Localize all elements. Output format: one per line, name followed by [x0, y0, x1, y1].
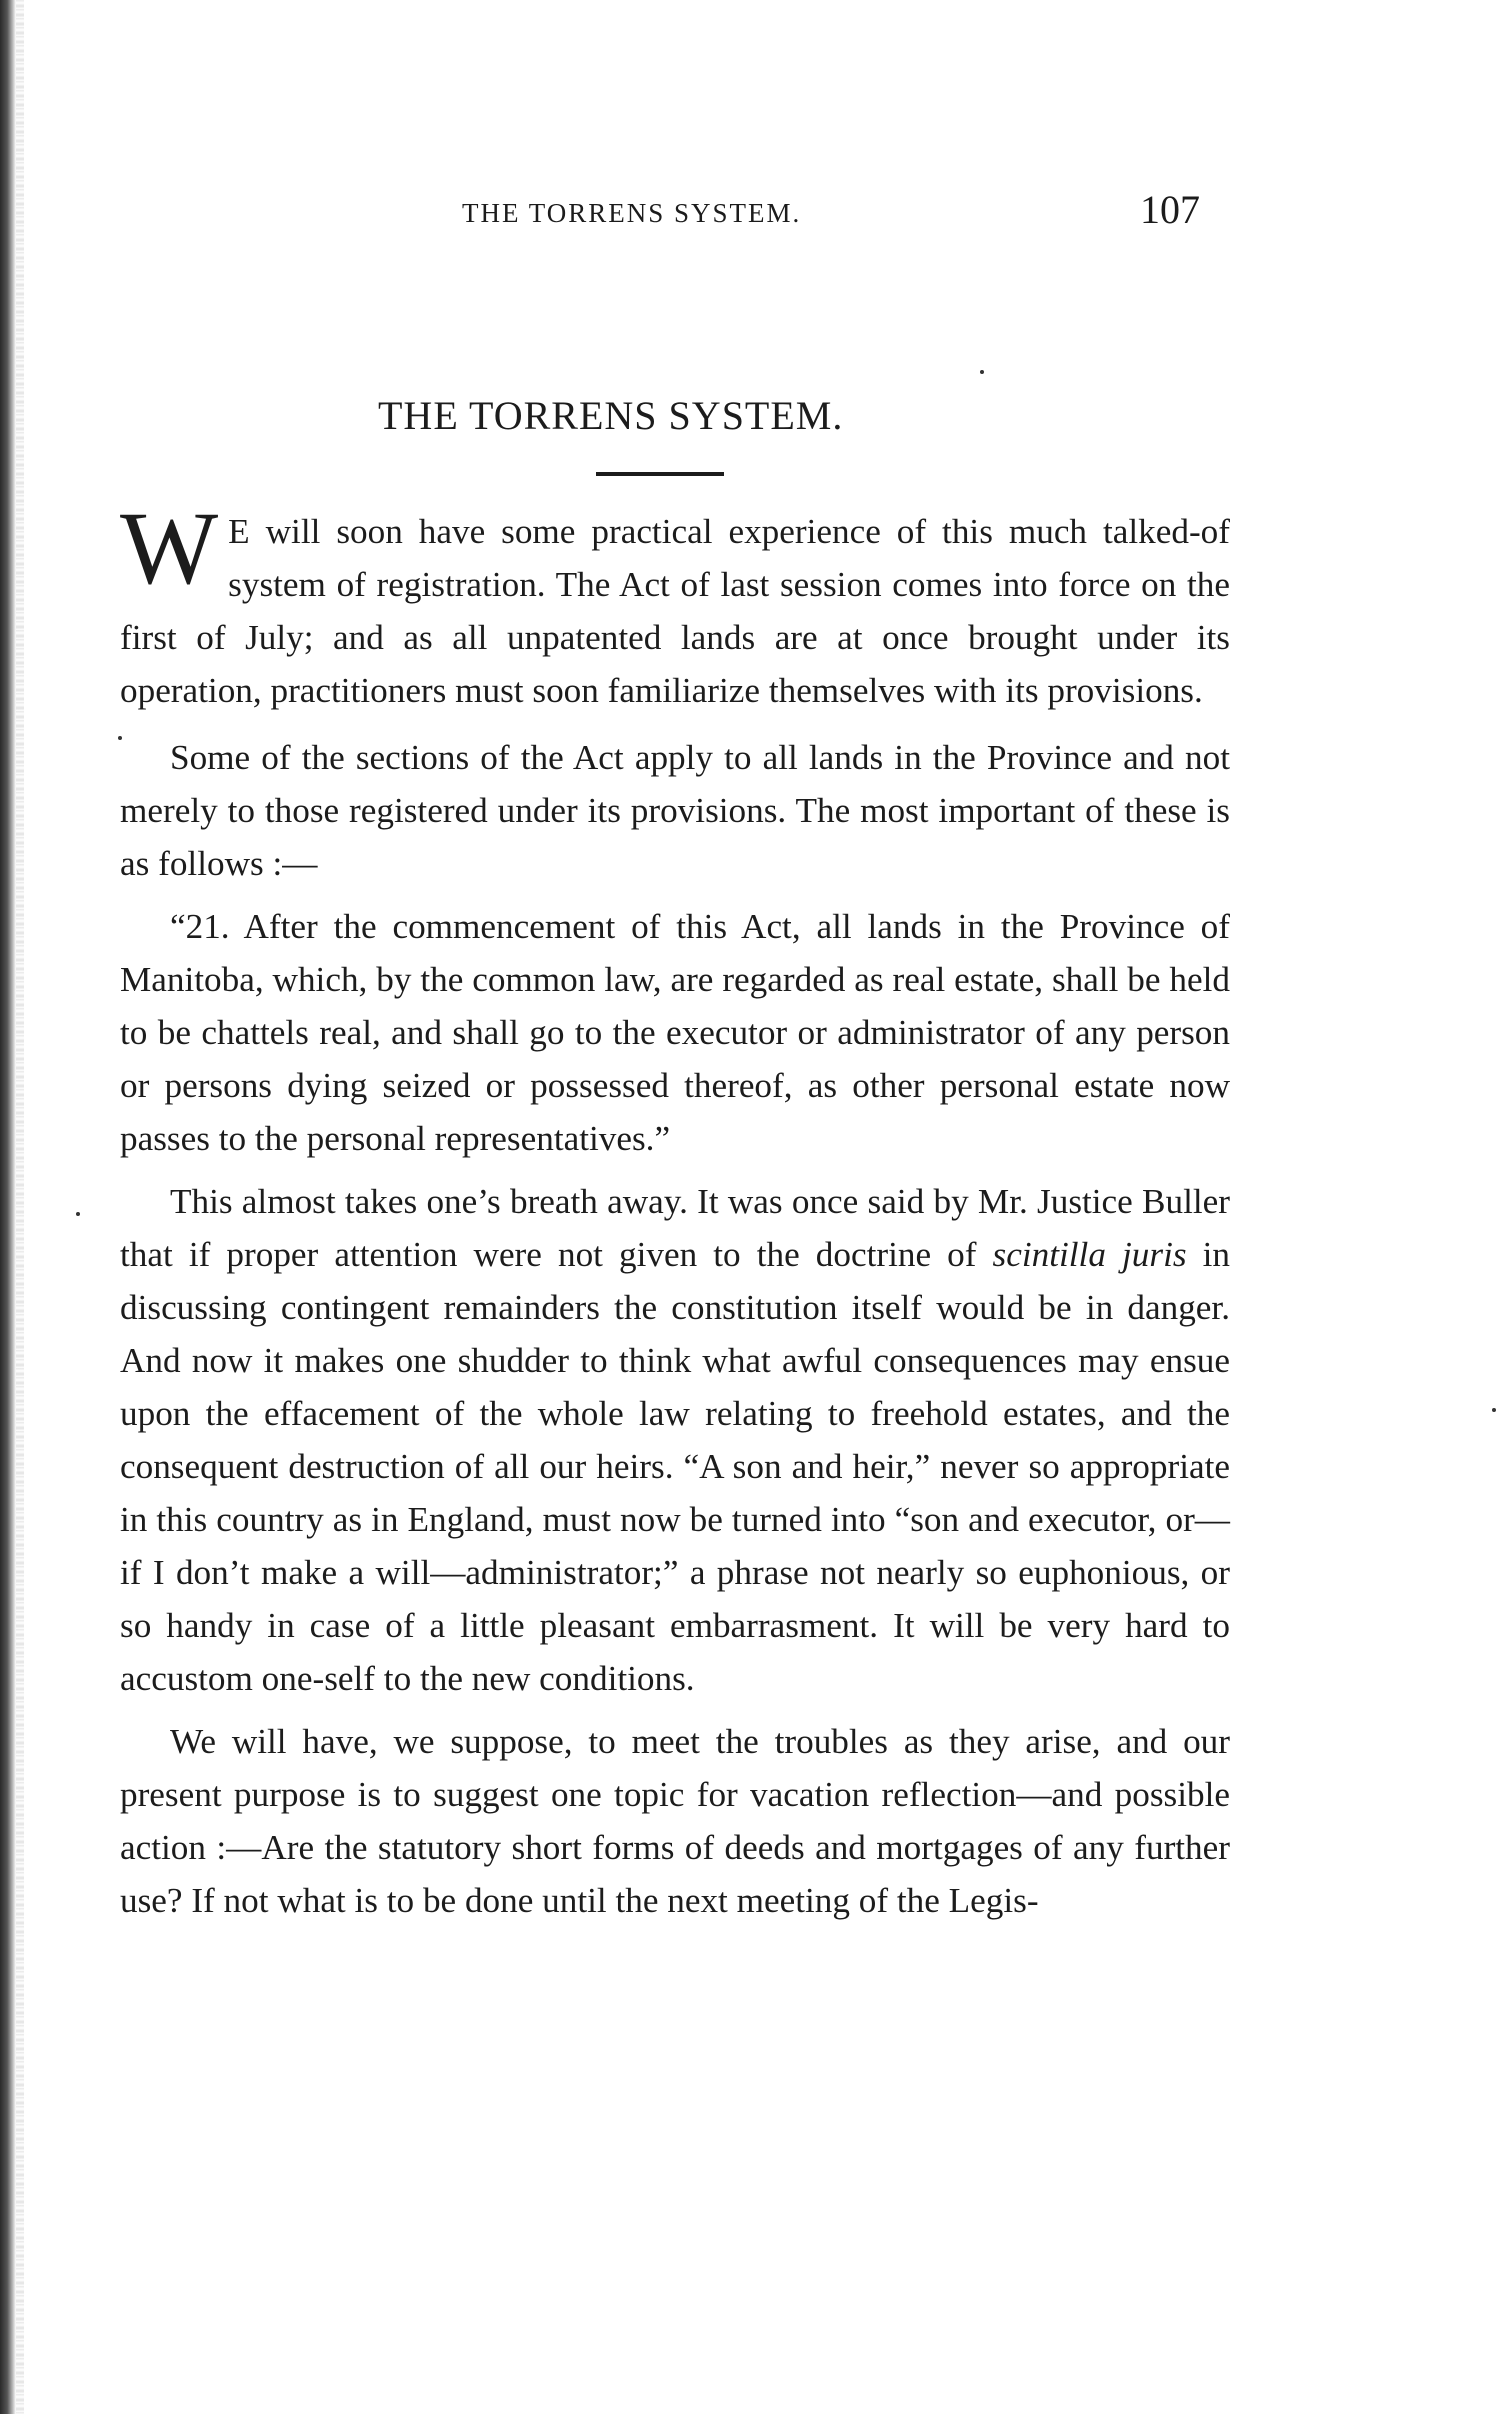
book-binding-edge: [0, 0, 16, 2414]
paragraph-4-text-a: This almost takes one’s breath away. It was once said by Mr. Justice Buller that if proper attention were not given to the doctrine of: [120, 1182, 1230, 1274]
page-gutter-shadow: [16, 0, 24, 2414]
paragraph-5: We will have, we suppose, to meet the troubles as they arise, and our present purpose is to suggest one topic for vacation reflection—and possible action :—Are the statutory short forms of deeds and mortgages of any further use? If not what is to be done until the next meeting of the Legis-: [120, 1722, 1230, 1920]
paragraph-4-text-b: in discussing contingent remainders the constitution itself would be in danger. And now it makes one shudder to think what awful consequences may ensue upon the effacement of the whole law relating to freehold estates, and the consequent destruction of all our heirs. “A son and heir,” never so appropriate in this country as in England, must now be turned into “son and executor, or—if I don’t make a will—administrator;” a phrase not nearly so euphonious, or so handy in case of a little pleasant embarrasment. It will be very hard to accustom one-self to the new conditions.: [120, 1235, 1230, 1698]
paragraph-2: Some of the sections of the Act apply to all lands in the Province and not merely to those registered under its provisions. The most important of these is as follows :—: [120, 738, 1230, 883]
paragraph-1: [120, 491, 1230, 717]
paragraph-3-quotation: “21. After the commencement of this Act, all lands in the Province of Manitoba, which, by the common law, are regarded as real estate, shall be held to be chattels real, and shall go to the executor or administrator of any person or persons dying seized or possessed thereof, as other personal estate now passes to the personal representatives.”: [120, 907, 1230, 1158]
article-body: [120, 491, 1230, 1937]
running-head: THE TORRENS SYSTEM.: [462, 198, 802, 228]
paragraph-1-text: E will soon have some practical experience of this much talked-of system of registration. The Act of last session comes into force on the first of July; and as all unpatented lands are at once brought under its operation, practitioners must soon familiarize themselves with its provisions.: [120, 512, 1230, 710]
scan-speck: [1492, 1408, 1496, 1412]
page-number: 107: [1140, 187, 1200, 232]
article-title: THE TORRENS SYSTEM.: [378, 393, 844, 438]
title-rule: [596, 472, 724, 476]
drop-cap: W: [120, 491, 219, 606]
scan-speck: [118, 736, 122, 740]
paragraph-4: [120, 1175, 1230, 1705]
scan-speck: [980, 370, 984, 374]
scan-speck: [76, 1212, 80, 1216]
latin-term: scintilla juris: [992, 1235, 1187, 1274]
